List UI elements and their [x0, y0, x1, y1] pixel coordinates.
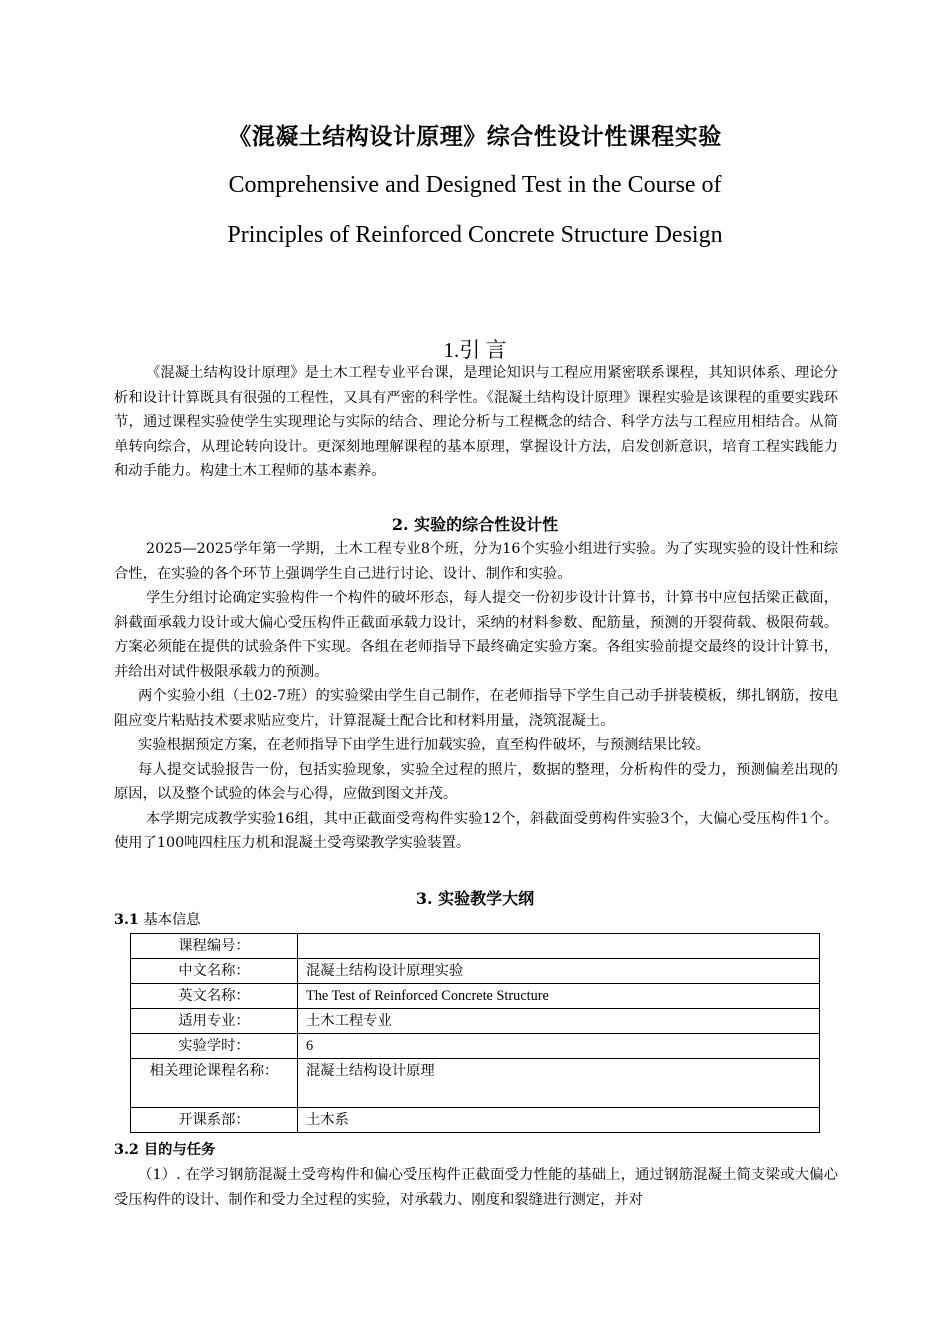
table-row [131, 1009, 820, 1034]
table-row [131, 934, 820, 959]
subsection-3-1-heading [114, 909, 201, 929]
table-label-cell: 实验学时： [131, 1034, 298, 1059]
section2-paragraph: 两个实验小组（土02-7班）的实验梁由学生自己制作，在老师指导下学生自己动手拼装模板，绑扎钢筋，按电阻应变片粘贴技术要求贴应变片，计算混凝土配合比和材料用量，浇筑混凝土。 [114, 688, 838, 729]
table-label-cell: 适用专业： [131, 1009, 298, 1034]
subsection-3-2-paragraph: （1）. 在学习钢筋混凝土受弯构件和偏心受压构件正截面受力性能的基础上，通过钢筋混凝土简支梁或大偏心受压构件的设计、制作和受力全过程的实验，对承载力、刚度和裂缝进行测定，并对 [114, 1167, 838, 1208]
table-value-cell: 混凝土结构设计原理 [298, 1059, 820, 1108]
section2-paragraph: 实验根据预定方案，在老师指导下由学生进行加载实验，直至构件破坏，与预测结果比较。 [138, 737, 710, 753]
section1-paragraph: 《混凝土结构设计原理》是土木工程专业平台课，是理论知识与工程应用紧密联系课程，其知识体系、理论分析和设计计算既具有很强的工程性，又具有严密的科学性。《混凝土结构设计原理》课程实验是该课程的重要实践环节，通过课程实验使学生实现理论与实际的结合、理论分析与工程概念的结合、科学方法与工程应用相结合。从简单转向综合，从理论转向设计。更深刻地理解课程的基本原理，掌握设计方法，启发创新意识，培育工程实践能力和动手能力。构建土木工程师的基本素养。 [114, 365, 838, 479]
section1-body [114, 361, 838, 484]
table-row [131, 959, 820, 984]
table-value-cell: 土木工程专业 [298, 1009, 820, 1034]
table-label-cell: 英文名称： [131, 984, 298, 1009]
table-row [131, 1059, 820, 1108]
subsection-3-2-body [114, 1163, 838, 1212]
table-label-cell: 中文名称： [131, 959, 298, 984]
section2-paragraph: 每人提交试验报告一份，包括实验现象，实验全过程的照片，数据的整理，分析构件的受力，预测偏差出现的原因，以及整个试验的体会与心得，应做到图文并茂。 [114, 761, 838, 802]
table-value-cell: 6 [298, 1034, 820, 1059]
section2-paragraph: 学生分组讨论确定实验构件一个构件的破坏形态，每人提交一份初步设计计算书，计算书中应包括梁正截面，斜截面承载力设计或大偏心受压构件正截面承载力设计，采纳的材料参数、配筋量，预测的开裂荷载、极限荷载。方案必须能在提供的试验条件下实现。各组在老师指导下最终确定实验方案。各组实验前提交最终的设计计算书，并给出对试件极限承载力的预测。 [114, 590, 838, 680]
subsection-3-1-number: 3.1 [114, 912, 139, 928]
section2-paragraph: 本学期完成教学实验16组，其中正截面受弯构件实验12个，斜截面受剪构件实验3个，大偏心受压构件1个。使用了100吨四柱压力机和混凝土受弯梁教学实验装置。 [114, 810, 838, 851]
table-value-cell: The Test of Reinforced Concrete Structure [298, 984, 820, 1009]
table-label-cell: 相关理论课程名称： [131, 1059, 298, 1108]
table-row [131, 984, 820, 1009]
table-label-cell: 课程编号： [131, 934, 298, 959]
table-row [131, 1034, 820, 1059]
document-title-english-line2: Principles of Reinforced Concrete Structure Design [227, 222, 723, 248]
subsection-3-2-heading: 3.2 目的与任务 [114, 1142, 216, 1158]
table-value-cell: 土木系 [298, 1108, 820, 1133]
document-title-english-line1: Comprehensive and Designed Test in the Course of [228, 172, 722, 198]
document-title-chinese: 《混凝土结构设计原理》综合性设计性课程实验 [228, 124, 722, 150]
section2-paragraph: 2025—2025学年第一学期，土木工程专业8个班，分为16个实验小组进行实验。为了实现实验的设计性和综合性，在实验的各个环节上强调学生自己进行讨论、设计、制作和实验。 [114, 541, 838, 582]
table-value-cell [298, 934, 820, 959]
subsection-3-1-title: 基本信息 [138, 912, 201, 928]
section1-heading: 1.引 言 [443, 338, 507, 362]
table-row [131, 1108, 820, 1133]
section2-body [114, 537, 838, 856]
basic-info-table [130, 933, 820, 1133]
section2-heading: 2. 实验的综合性设计性 [391, 515, 559, 534]
table-label-cell: 开课系部： [131, 1108, 298, 1133]
table-value-cell: 混凝土结构设计原理实验 [298, 959, 820, 984]
section3-heading: 3. 实验教学大纲 [415, 889, 535, 908]
